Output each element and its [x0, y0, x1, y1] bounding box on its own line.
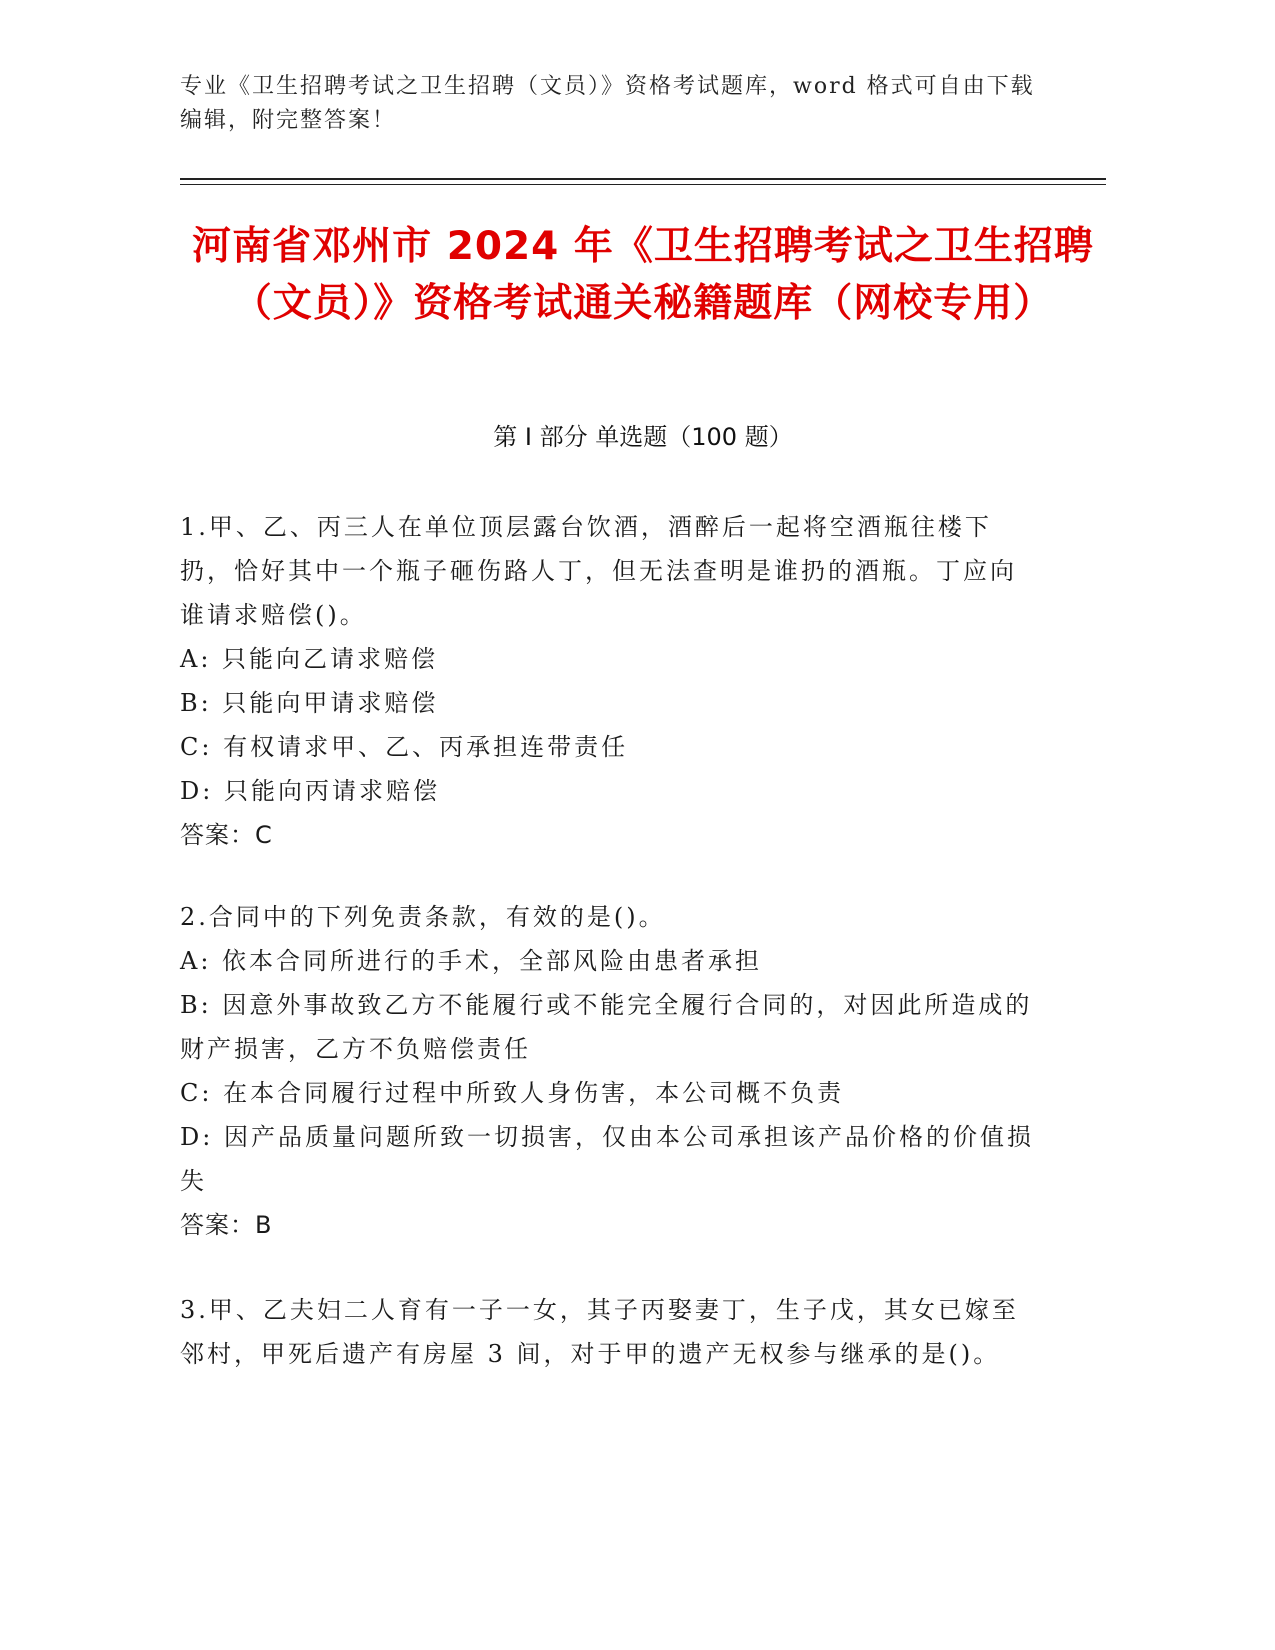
question-stem: 1.甲、乙、丙三人在单位顶层露台饮酒，酒醉后一起将空酒瓶往楼下扔，恰好其中一个瓶子砸伤路人丁，但无法查明是谁扔的酒瓶。丁应向谁请求赔偿()。	[180, 513, 1017, 629]
question-stem: 2.合同中的下列免责条款，有效的是()。	[180, 903, 666, 931]
header-divider-thin	[180, 184, 1106, 185]
header-note: 专业《卫生招聘考试之卫生招聘（文员）》资格考试题库，word 格式可自由下载编辑，附完整答案！	[180, 74, 1035, 133]
answer: 答案：C	[180, 821, 273, 849]
option-c: C: 有权请求甲、乙、丙承担连带责任	[180, 733, 629, 761]
option-d: D: 因产品质量问题所致一切损害，仅由本公司承担该产品价格的价值损失	[180, 1123, 1034, 1195]
option-a: A: 依本合同所进行的手术，全部风险由患者承担	[180, 947, 763, 975]
answer: 答案：B	[180, 1211, 273, 1239]
page-title: 河南省邓州市 2024 年《卫生招聘考试之卫生招聘（文员）》资格考试通关秘籍题库（网校专用）	[192, 224, 1094, 326]
question-stem: 3.甲、乙夫妇二人育有一子一女，其子丙娶妻丁，生子戊，其女已嫁至邻村，甲死后遗产有房屋 3 间，对于甲的遗产无权参与继承的是()。	[180, 1296, 1019, 1368]
header-divider-thick	[180, 178, 1106, 180]
question-3	[180, 1288, 1040, 1376]
option-c: C: 在本合同履行过程中所致人身伤害，本公司概不负责	[180, 1079, 845, 1107]
option-b: B: 只能向甲请求赔偿	[180, 689, 439, 717]
option-b: B: 因意外事故致乙方不能履行或不能完全履行合同的，对因此所造成的财产损害，乙方不负赔偿责任	[180, 991, 1033, 1063]
section-heading: 第 I 部分 单选题（100 题）	[493, 423, 793, 451]
question-1	[180, 505, 1040, 857]
question-2	[180, 895, 1040, 1247]
option-d: D: 只能向丙请求赔偿	[180, 777, 440, 805]
option-a: A: 只能向乙请求赔偿	[180, 645, 439, 673]
